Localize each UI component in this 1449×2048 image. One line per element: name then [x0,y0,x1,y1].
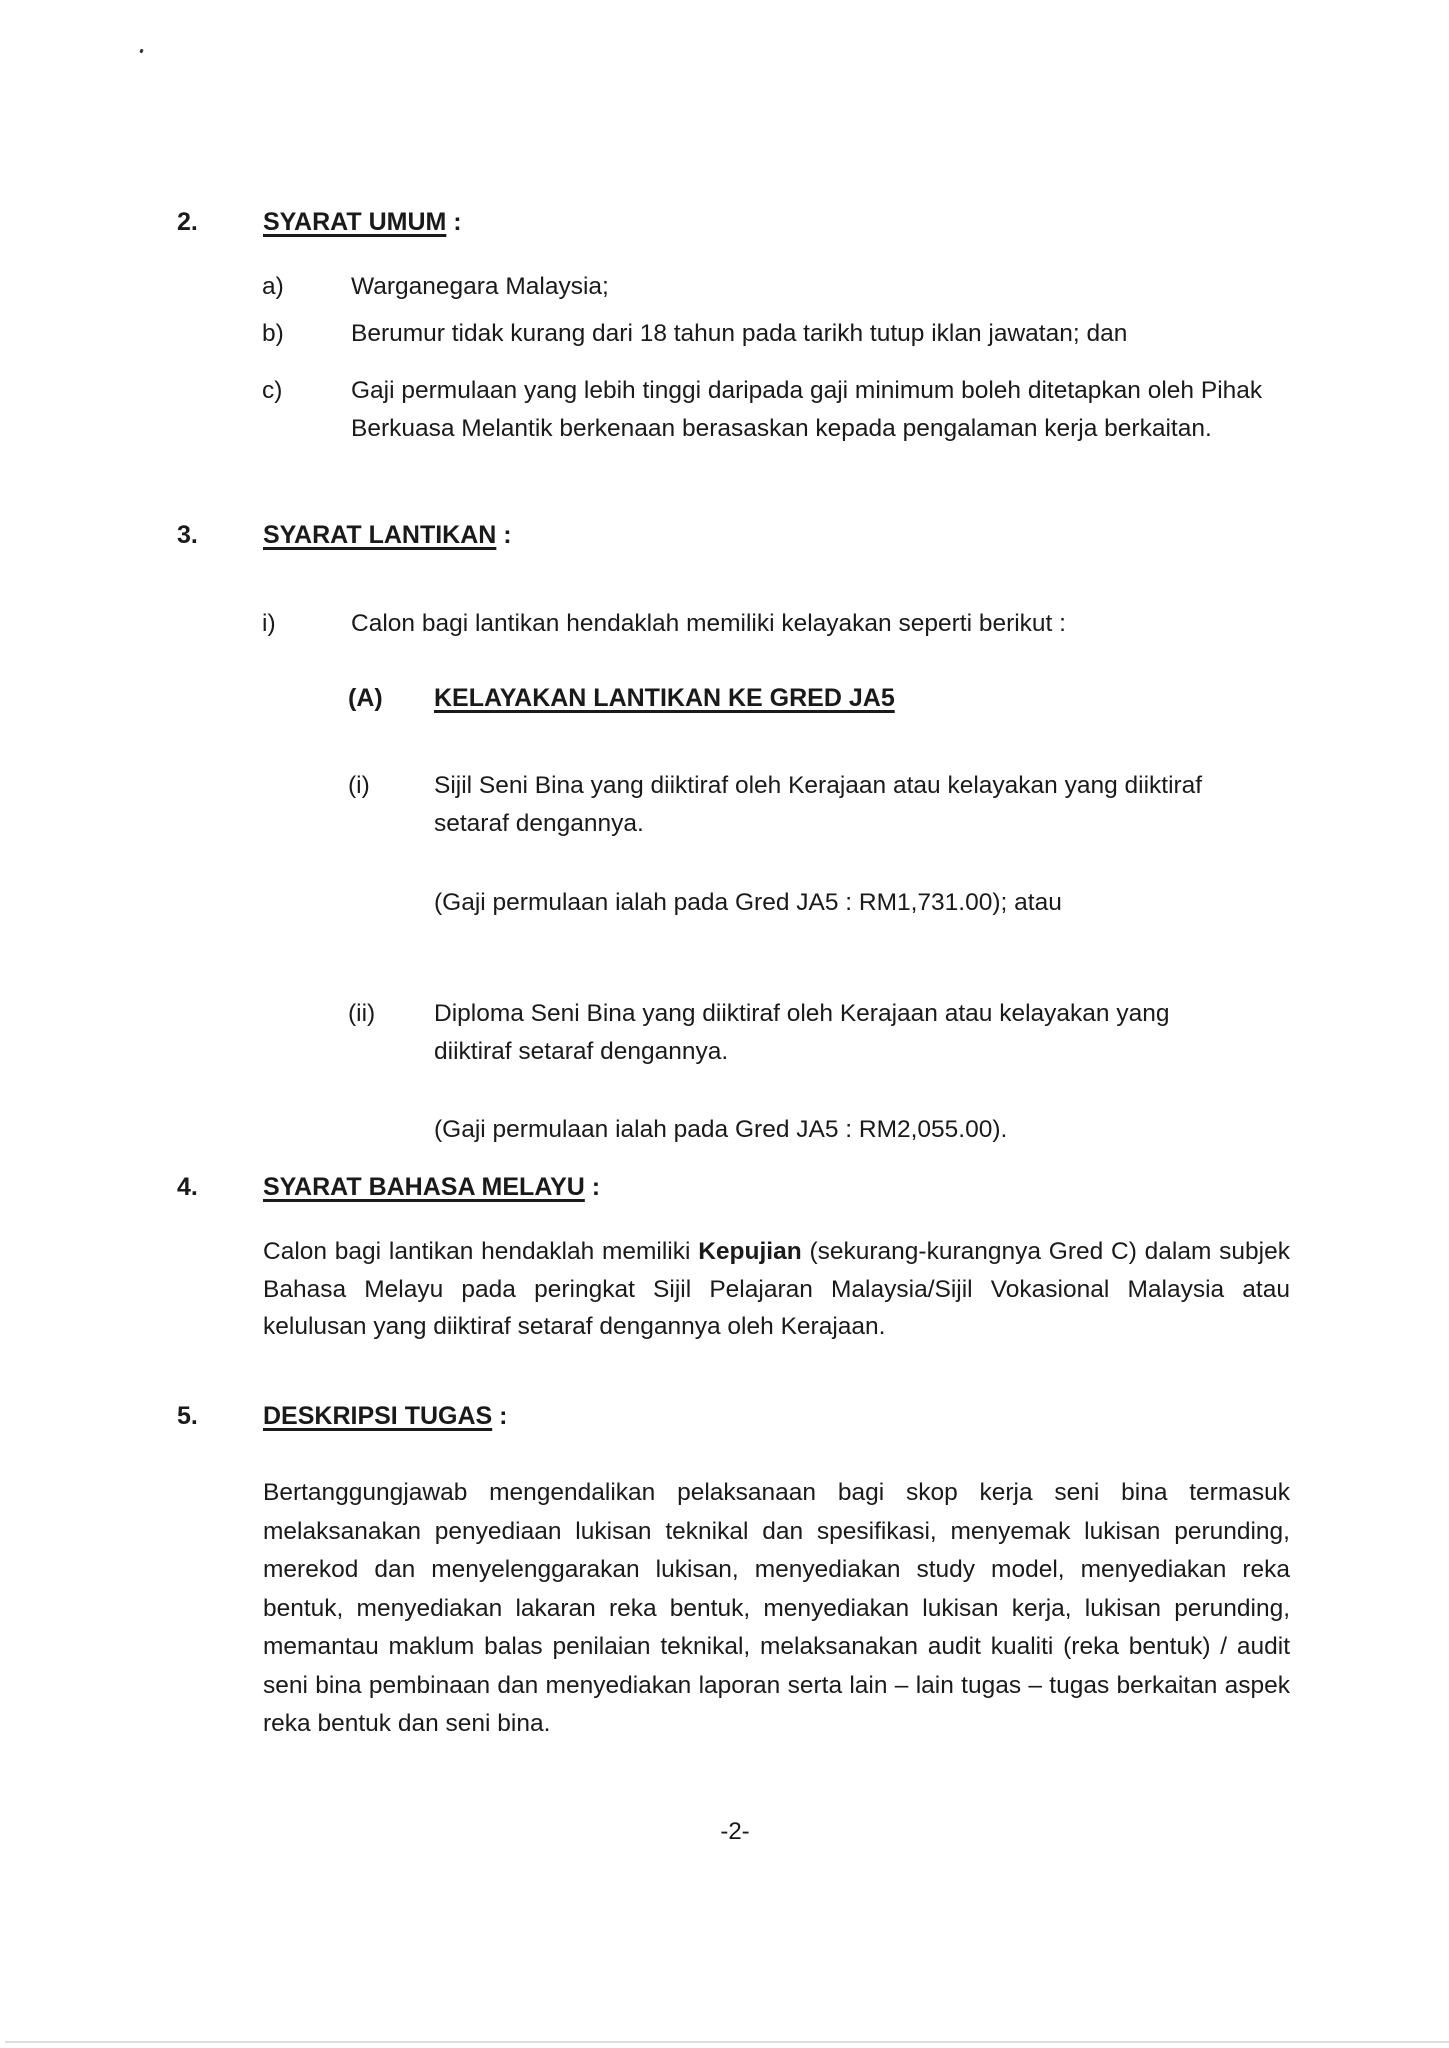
qualification-label: (ii) [348,1000,376,1027]
heading-colon: : [584,1173,601,1201]
qualification-text: Sijil Seni Bina yang diiktiraf oleh Kerajaan atau kelayakan yang diiktiraf setaraf dengannya. [434,772,1203,837]
page-bottom-edge [5,2041,1449,2043]
section-number: 5. [177,1402,198,1430]
list-item-label: b) [262,320,284,347]
body-text: Calon bagi lantikan hendaklah memiliki [263,1238,699,1265]
section-heading [263,520,512,550]
section-heading [263,1401,507,1431]
section-body: Bertanggungjawab mengendalikan pelaksanaan bagi skop kerja seni bina termasuk melaksanakan penyediaan lukisan teknikal dan spesifikasi, menyemak lukisan perunding, merekod dan menyelenggarakan lukisan, menyediakan study model, menyediakan reka bentuk, menyediakan lakaran reka bentuk, menyediakan lukisan kerja, lukisan perunding, memantau maklum balas penilaian teknikal, melaksanakan audit kualiti (reka bentuk) / audit seni bina pembinaan dan menyediakan laporan serta lain – lain tugas – tugas berkaitan aspek reka bentuk dan seni bina. [263,1479,1290,1737]
intro-label: i) [262,610,276,637]
section-heading [263,1172,600,1202]
list-item-label: c) [262,377,283,404]
section-title: DESKRIPSI TUGAS [263,1402,493,1430]
scan-speck [139,49,143,54]
list-item-text: Gaji permulaan yang lebih tinggi daripada gaji minimum boleh ditetapkan oleh Pihak Berkuasa Melantik berkenaan berasaskan kepada pengalaman kerja berkaitan. [351,377,1263,442]
heading-colon: : [492,1402,508,1430]
section-body [263,1233,1290,1346]
salary-note: (Gaji permulaan ialah pada Gred JA5 : RM1,731.00); atau [434,889,1062,916]
subsection-title: KELAYAKAN LANTIKAN KE GRED JA5 [434,684,895,712]
body-text: (sekurang-kurangnya Gred C) dalam subjek Bahasa Melayu pada peringkat Sijil Pelajaran Malaysia/Sijil Vokasional Malaysia atau kelulusan yang diiktiraf setaraf dengannya oleh Kerajaan. [263,1238,1290,1340]
heading-colon: : [446,208,462,236]
heading-colon: : [496,521,512,549]
qualification-label: (i) [348,772,370,799]
qualification-text: Diploma Seni Bina yang diiktiraf oleh Kerajaan atau kelayakan yang diiktiraf setaraf dengannya. [434,1000,1170,1065]
subsection-heading [434,683,895,713]
section-number: 2. [177,208,198,236]
list-item-text: Warganegara Malaysia; [351,273,609,300]
page-number: -2- [720,1818,750,1845]
section-title: SYARAT LANTIKAN [263,521,497,549]
list-item-text: Berumur tidak kurang dari 18 tahun pada tarikh tutup iklan jawatan; dan [351,320,1128,347]
section-heading [263,207,462,237]
section-title: SYARAT BAHASA MELAYU [263,1173,585,1201]
section-number: 3. [177,521,198,549]
section-number: 4. [177,1173,198,1201]
salary-note: (Gaji permulaan ialah pada Gred JA5 : RM2,055.00). [434,1116,1008,1143]
intro-text: Calon bagi lantikan hendaklah memiliki kelayakan seperti berikut : [351,610,1066,637]
section-title: SYARAT UMUM [263,208,447,236]
subsection-label: (A) [348,684,383,712]
list-item-label: a) [262,273,284,300]
body-bold-text: Kepujian [698,1238,802,1265]
